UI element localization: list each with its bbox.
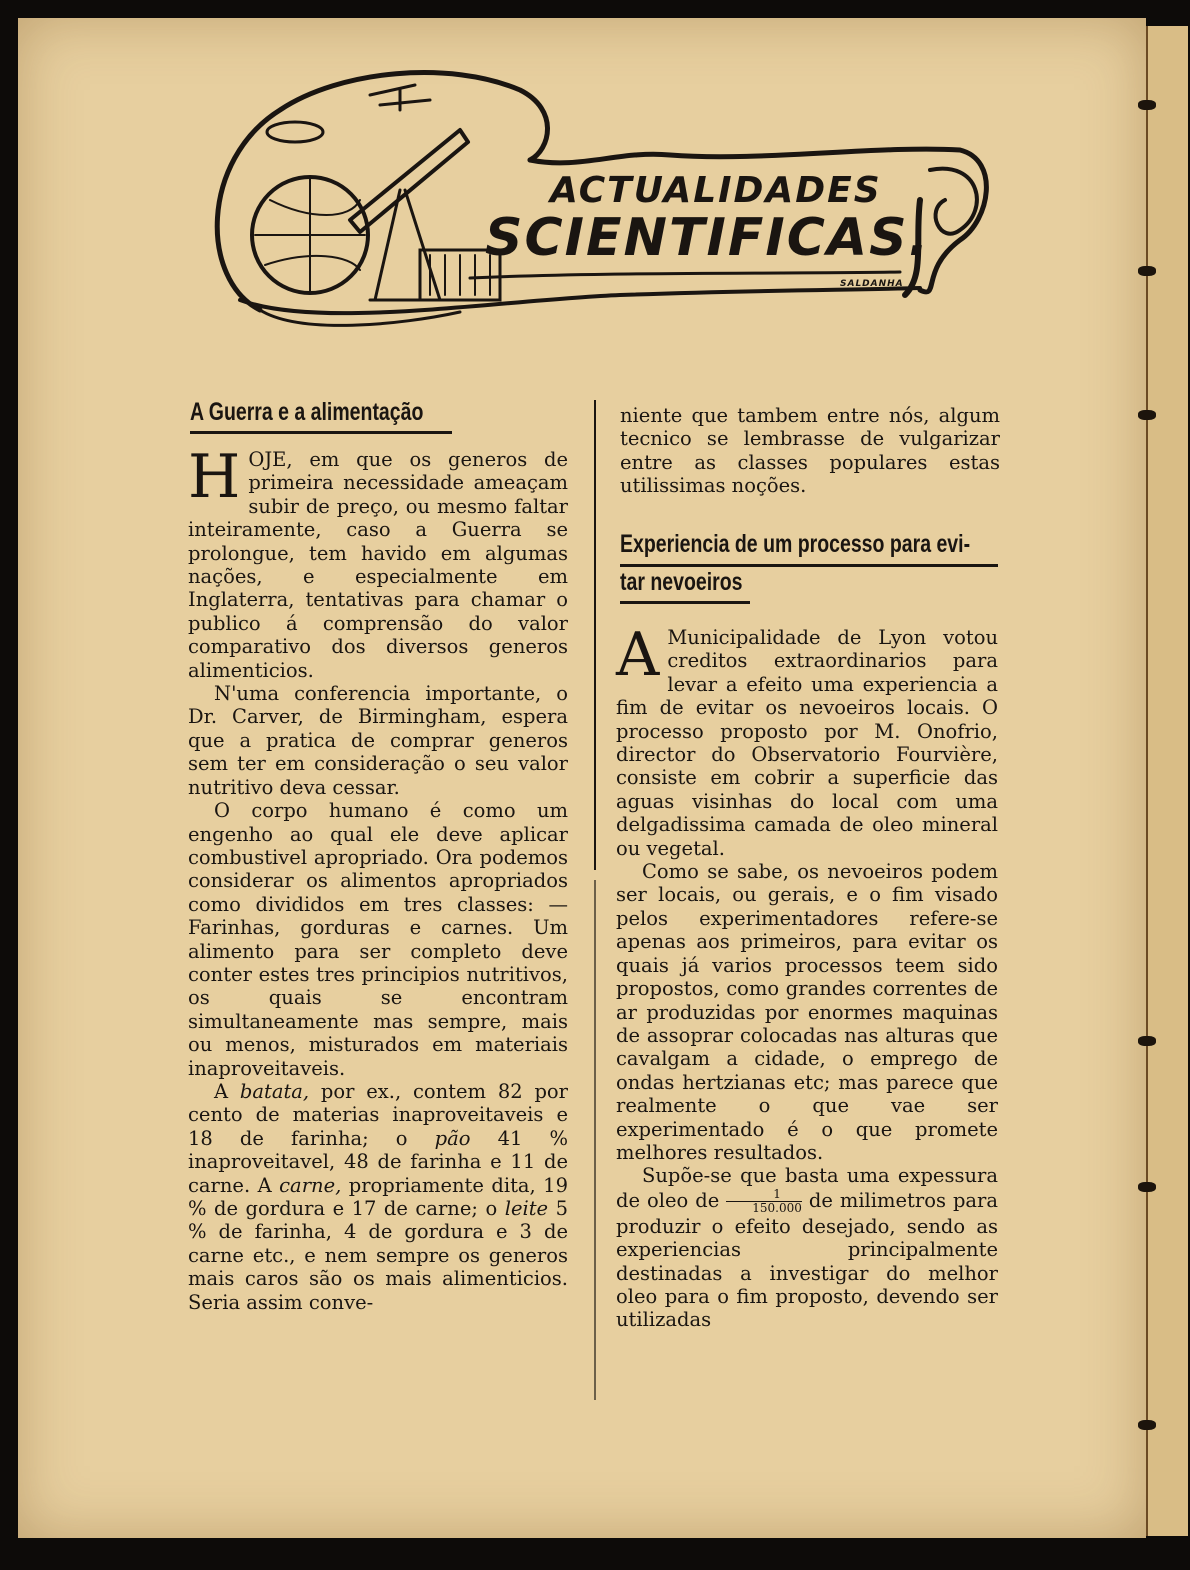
title-underline [620, 601, 750, 604]
left-column [188, 442, 568, 1314]
binding-hole [1138, 1036, 1156, 1046]
section-banner [200, 50, 1000, 340]
banner-title-line2: SCIENTIFICAS. [485, 208, 931, 268]
article-title: A Guerra e a alimentação [190, 398, 424, 426]
fraction: $\frac{1}{150.000}$ [726, 1188, 802, 1215]
paragraph: Como se sabe, os nevoeiros podem ser locais, ou gerais, e o fim visado pelos experimentadores refere-se apenas aos primeiros, para evitar os quais já varios processos teem sido propostos, como grandes correntes de ar produzidas por enormes maquinas de assoprar colocadas nas alturas que cavalgam a cidade, o emprego de ondas hertzianas etc; mas parece que realmente o que vae ser experimentado é o que promete melhores resultados. [616, 860, 998, 1164]
column-divider [594, 400, 596, 870]
drop-cap: A [616, 620, 660, 690]
article-title-line1: Experiencia de um processo para evi- [620, 530, 971, 558]
paragraph-text: OJE, em que os generos de primeira necessidade ameaçam subir de preço, ou mesmo faltar inteiramente, caso a Guerra se prolongue, tem havido em algumas nações, e especialmente em Inglaterra, tentativas para chamar o publico á comprensão do valor comparativo dos diversos generos alimenticios. [188, 448, 568, 682]
paragraph: niente que tambem entre nós, algum tecnico se lembrasse de vulgarizar entre as classes populares estas utilissimas noções. [620, 404, 1000, 498]
airship-drawing [267, 122, 323, 142]
title-underline [620, 564, 998, 567]
binding-hole [1138, 1420, 1156, 1430]
binding-hole [1138, 100, 1156, 110]
drop-cap: H [188, 442, 241, 512]
binding-hole [1138, 1182, 1156, 1192]
binding-hole [1138, 266, 1156, 276]
paragraph: N'uma conferencia importante, o Dr. Carver, de Birmingham, espera que a pratica de comprar generos sem ter em consideração o seu valor nutritivo deva cessar. [188, 682, 568, 799]
paragraph: A batata, por ex., contem 82 por cento de materias inaproveitaveis e 18 de farinha; o pão 41 % inaproveitavel, 48 de farinha e 11 de carne. A carne, propriamente dita, 19 % de gordura e 17 de carne; o leite 5 % de farinha, 4 de gordura e 3 de carne etc., e nem sempre os generos mais caros são os mais alimenticios. Seria assim conve- [188, 1079, 568, 1314]
paragraph-text: Municipalidade de Lyon votou creditos extraordinarios para levar a efeito uma experiencia a fim de evitar os nevoeiros locais. O processo proposto por M. Onofrio, director do Observatorio Fourvière, consiste em cobrir a superficie das aguas visinhas do local com uma delgadissima camada de oleo mineral ou vegetal. [616, 626, 998, 860]
column-divider [594, 880, 596, 1400]
binding-hole [1138, 410, 1156, 420]
paragraph: O corpo humano é como um engenho ao qual ele deve aplicar combustivel apropriado. Ora podemos considerar os alimentos apropriados como divididos em tres classes: — Farinhas, gorduras e carnes. Um alimento para ser completo deve conter estes tres principios nutritivos, os quais se encontram simultaneamente mas sempre, mais ou menos, misturados em materiais inaproveitaveis. [188, 799, 568, 1080]
banner-title-line1: ACTUALIDADES [550, 170, 882, 211]
next-page-edge [1146, 26, 1188, 1536]
paragraph [188, 442, 568, 682]
banner-signature: SALDANHA [840, 279, 904, 289]
title-underline [190, 431, 452, 434]
right-column-continuation [620, 404, 1000, 498]
paragraph [616, 620, 998, 860]
paragraph: Supõe-se que basta uma expessura de oleo de $\frac{1}{150.000}$ de milimetros para produzir o efeito desejado, sendo as experiencias principalmente destinadas a investigar do melhor oleo para o fim proposto, devendo ser utilizadas [616, 1164, 998, 1332]
right-column [616, 620, 998, 1332]
telescope-drawing [350, 130, 468, 232]
article-title-line2: tar nevoeiros [620, 568, 743, 596]
